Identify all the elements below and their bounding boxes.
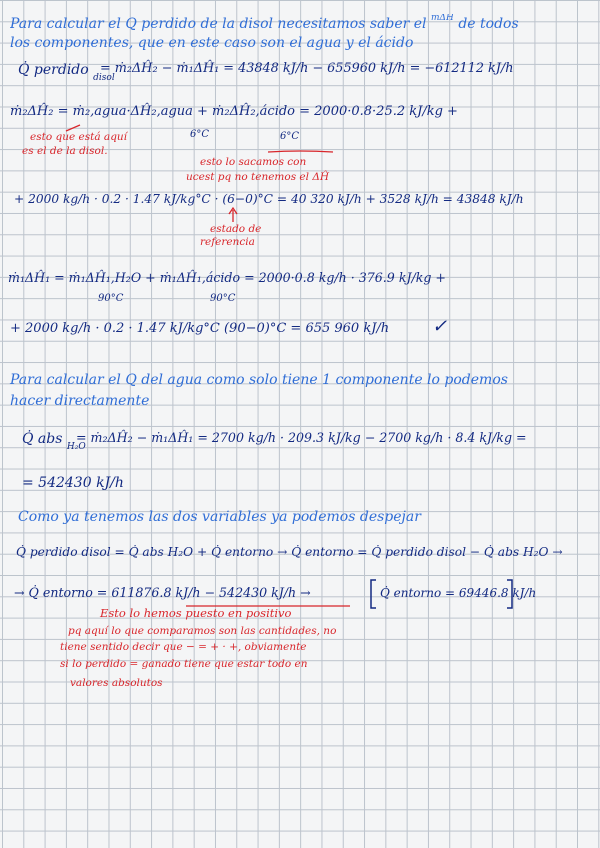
red-note-4a: Esto lo hemos puesto en positivo <box>100 606 292 620</box>
eq1-lhs-text: Q̇ perdido <box>18 62 89 78</box>
eq5-check-mark: ✓ <box>432 316 448 337</box>
note-h2o-1: Para calcular el Q del agua como solo tiene 1 componente lo podemos <box>10 372 508 388</box>
eq4-temp-2: 90°C <box>210 293 236 304</box>
red-note-3b: referencia <box>200 236 255 248</box>
note-vars: Como ya tenemos las dos variables ya podemos despejar <box>18 509 421 525</box>
red-note-1b: es el de la disol. <box>22 145 108 157</box>
note-line-1-text: Para calcular el Q perdido de la disol necesitamos saber el <box>10 16 427 31</box>
note-h2o-2: hacer directamente <box>10 393 150 409</box>
result-bracket-left <box>371 580 376 608</box>
red-note-2b: ucest pq no tenemos el ΔĤ <box>186 171 330 183</box>
eq8-expression: → Q̇ entorno = 611876.8 kJ/h − 542430 kJ/h → <box>14 585 311 600</box>
eq4-expression: ṁ₁ΔĤ₁ = ṁ₁ΔĤ₁,H₂O + ṁ₁ΔĤ₁,ácido = 2000·0.8 kg/h · 376.9 kJ/kg + <box>8 270 446 285</box>
eq1-expression: = ṁ₂ΔĤ₂ − ṁ₁ΔĤ₁ = 43848 kJ/h − 655960 kJ/h = −612112 kJ/h <box>100 61 514 76</box>
note-line-1-sup: ṁΔĤ <box>430 14 454 23</box>
red-note-4e: valores absolutos <box>70 677 163 689</box>
eq7-expression: Q̇ perdido disol = Q̇ abs H₂O + Q̇ entorno → Q̇ entorno = Q̇ perdido disol − Q̇ abs H₂O → <box>16 545 563 559</box>
red-note-3a: estado de <box>210 223 262 235</box>
red-note-4b: pq aquí lo que comparamos son las cantidades, no <box>68 625 337 637</box>
eq6-result: = 542430 kJ/h <box>22 475 124 491</box>
note-line-1-end: de todos <box>458 16 519 31</box>
eq2-expression: ṁ₂ΔĤ₂ = ṁ₂,agua·ΔĤ₂,agua + ṁ₂ΔĤ₂,ácido = 2000·0.8·25.2 kJ/kg + <box>10 104 458 119</box>
note-line-1 <box>10 14 520 31</box>
eq6-lhs-text: Q̇ abs <box>22 431 63 447</box>
eq2-temp-2: 6°C <box>280 131 300 142</box>
red-underline-1 <box>268 151 333 152</box>
red-arrow-2 <box>229 208 237 222</box>
red-note-1a: esto que está aquí <box>30 131 128 143</box>
eq6-lhs-sub: H₂O <box>66 442 86 452</box>
red-note-4d: si lo perdido = ganado tiene que estar todo en <box>60 658 308 670</box>
red-note-4c: tiene sentido decir que − = + · +, obviamente <box>60 641 307 653</box>
red-note-2a: esto lo sacamos con <box>200 156 307 168</box>
eq2-temp-1: 6°C <box>190 129 210 140</box>
eq4-temp-1: 90°C <box>98 293 124 304</box>
eq6-expression: = ṁ₂ΔĤ₂ − ṁ₁ΔĤ₁ = 2700 kg/h · 209.3 kJ/kg − 2700 kg/h · 8.4 kJ/kg = <box>76 430 527 445</box>
eq8-boxed-result: Q̇ entorno = 69446.8 kJ/h <box>380 586 537 600</box>
eq5-expression: + 2000 kg/h · 0.2 · 1.47 kJ/kg°C (90−0)°C = 655 960 kJ/h <box>10 321 390 336</box>
note-line-2: los componentes, que en este caso son el agua y el ácido <box>10 35 414 51</box>
eq3-expression: + 2000 kg/h · 0.2 · 1.47 kJ/kg°C · (6−0)°C = 40 320 kJ/h + 3528 kJ/h = 43848 kJ/h <box>14 192 524 206</box>
eq1-lhs-sub: disol <box>93 73 115 83</box>
